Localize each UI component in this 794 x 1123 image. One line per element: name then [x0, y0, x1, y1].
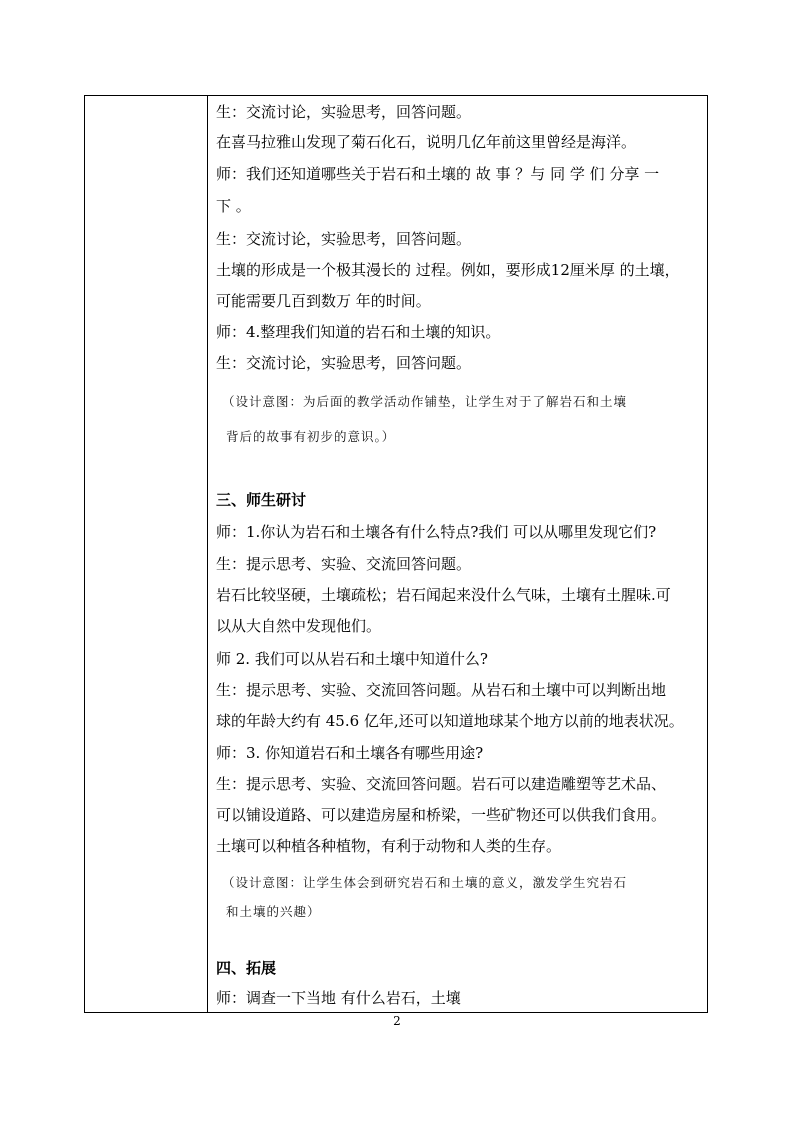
dialogue-line: 可以铺设道路、可以建造房屋和桥梁，一些矿物还可以供我们食用。: [216, 806, 667, 824]
dialogue-line: 生：交流讨论，实验思考，回答问题。: [216, 354, 472, 372]
dialogue-line: 生：提示思考、实验、交流回答问题。从岩石和土壤中可以判断出地: [216, 681, 667, 699]
table-left-column: [85, 96, 208, 1012]
page-number: 2: [393, 1014, 401, 1028]
dialogue-line: 生：交流讨论，实验思考，回答问题。: [216, 230, 472, 248]
table-right-column: [208, 96, 707, 1012]
dialogue-line: 师：我们还知道哪些关于岩石和土壤的 故 事 ？与 同 学 们 分享 一: [216, 165, 660, 183]
dialogue-line: 师：3. 你知道岩石和土壤各有哪些用途?: [216, 744, 484, 762]
dialogue-line: 生：交流讨论，实验思考，回答问题。: [216, 103, 472, 121]
dialogue-line: 可能需要几百到数万 年的时间。: [216, 292, 431, 310]
dialogue-line: 土壤可以种植各种植物，有利于动物和人类的生存。: [216, 837, 562, 855]
dialogue-line: 师：4.整理我们知道的岩石和土壤的知识。: [216, 323, 501, 341]
dialogue-line: 球的年龄大约有 45.6 亿年,还可以知道地球某个地方以前的地表状况。: [216, 712, 684, 730]
design-note-line: 和土壤的兴趣）: [226, 904, 321, 919]
dialogue-line: 生：提示思考、实验、交流回答问题。岩石可以建造雕塑等艺术品、: [216, 775, 667, 793]
design-note-line: 背后的故事有初步的意识。）: [226, 429, 396, 444]
dialogue-line: 岩石比较坚硬，土壤疏松；岩石闻起来没什么气味，土壤有土腥味.可: [216, 586, 671, 604]
dialogue-line: 在喜马拉雅山发现了菊石化石，说明几亿年前这里曾经是海洋。: [216, 133, 637, 151]
dialogue-line: 下 。: [216, 197, 251, 215]
design-note-line: （设计意图：让学生体会到研究岩石和土壤的意义，激发学生究岩石: [222, 875, 628, 890]
dialogue-line: 师：调查一下当地 有什么岩石，土壤: [216, 989, 461, 1007]
dialogue-line: 生：提示思考、实验、交流回答问题。: [216, 555, 472, 573]
lesson-table: [84, 95, 708, 1013]
section-heading: 三、师生研讨: [216, 491, 307, 509]
design-note-line: （设计意图：为后面的教学活动作铺垫，让学生对于了解岩石和土壤: [222, 394, 628, 409]
dialogue-line: 土壤的形成是一个极其漫长的 过程。例如，要形成12厘米厚 的土壤，: [216, 261, 680, 279]
dialogue-line: 师：1.你认为岩石和土壤各有什么特点?我们 可以从哪里发现它们?: [216, 523, 657, 541]
section-heading: 四、拓展: [216, 959, 277, 977]
dialogue-line: 以从大自然中发现他们。: [216, 617, 382, 635]
dialogue-line: 师 2. 我们可以从岩石和土壤中知道什么?: [216, 650, 488, 668]
